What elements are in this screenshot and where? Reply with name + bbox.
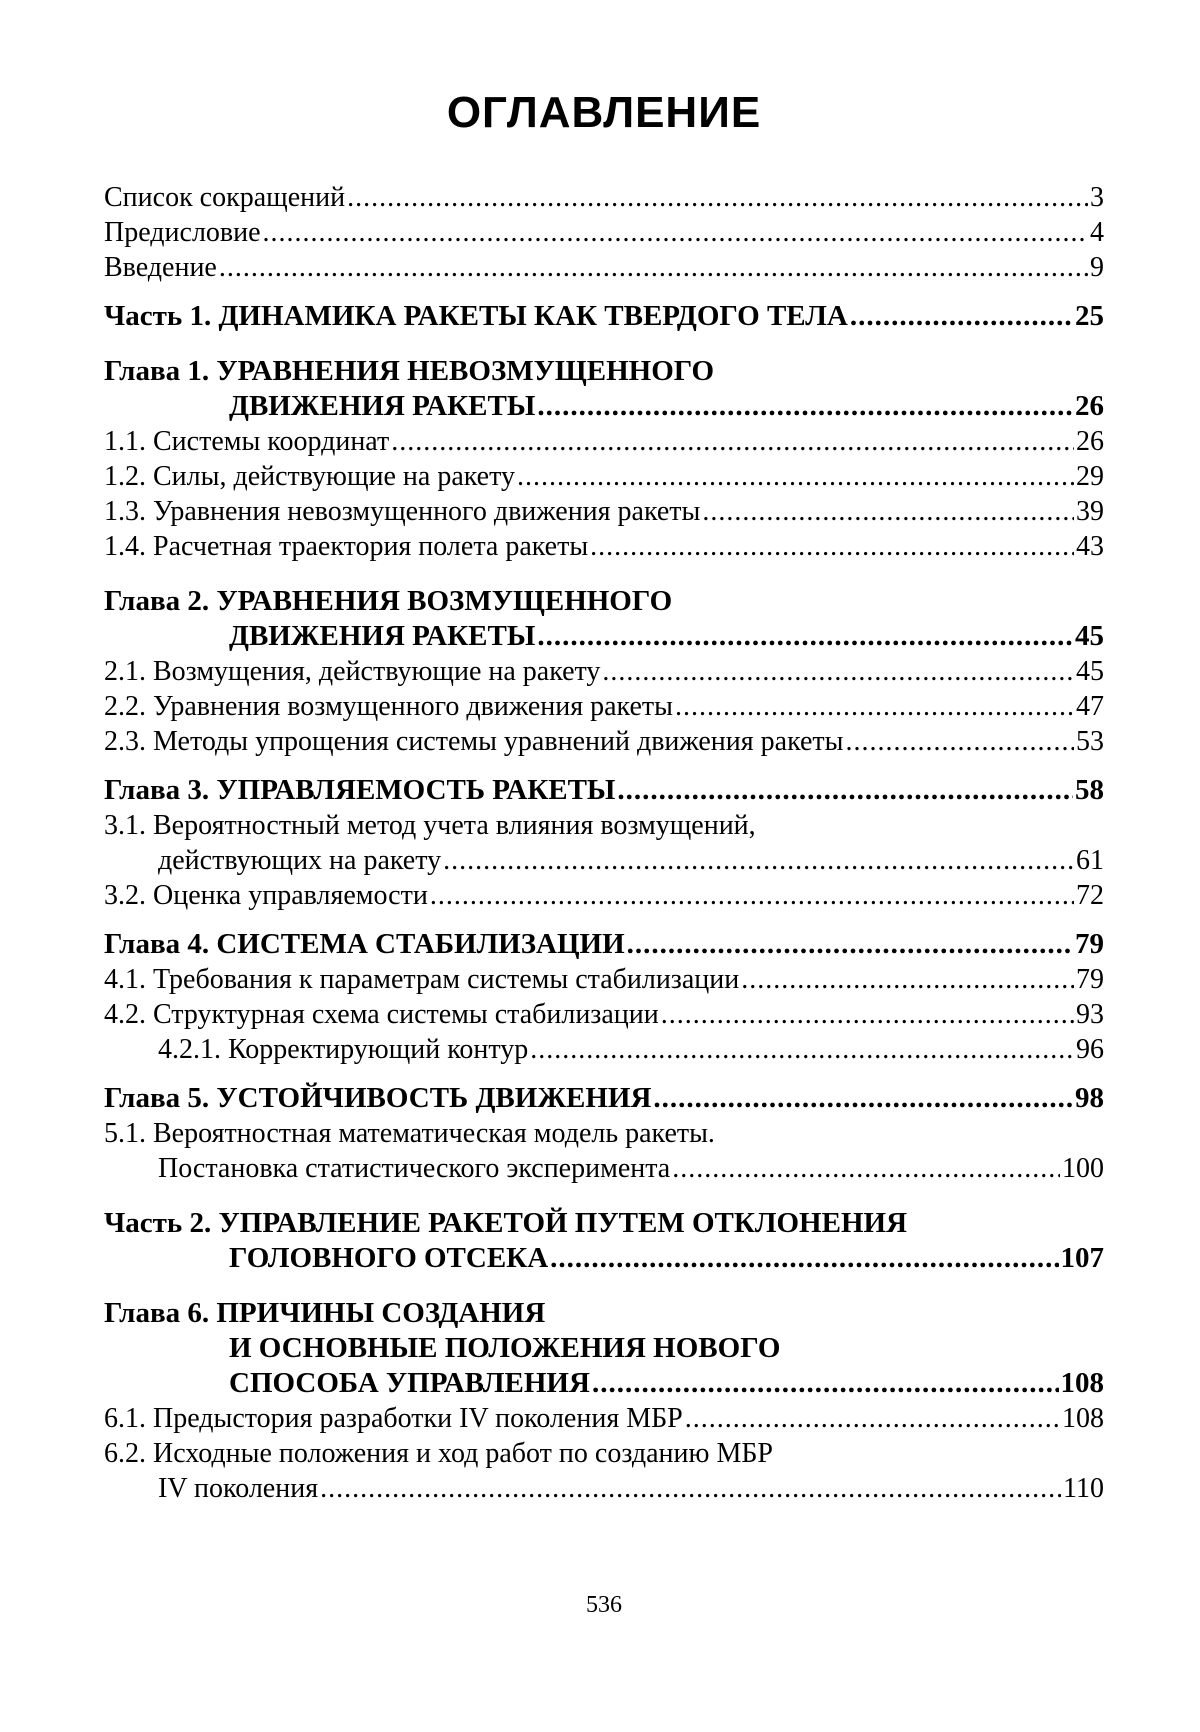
toc-chapter-heading [104,584,1104,619]
toc-chapter-entry [104,619,1104,654]
toc-part-entry [104,1241,1104,1276]
leader-dots [347,180,1088,215]
toc-entry-title: 4.2. Структурная схема системы стабилизации [104,999,659,1030]
toc-entry-title: Часть 1. ДИНАМИКА РАКЕТЫ КАК ТВЕРДОГО ТЕЛА [104,300,848,332]
toc-chapter-entry [104,1366,1104,1401]
toc-entry-title: Глава 5. УСТОЙЧИВОСТЬ ДВИЖЕНИЯ [104,1082,652,1114]
toc-chapter-entry [104,389,1104,424]
toc-chapter-entry [104,927,1104,962]
toc-part-heading [104,1206,1104,1241]
toc-entry-page: 53 [1076,726,1104,757]
toc-entry-title: 3.1. Вероятностный метод учета влияния возмущений, [104,810,756,841]
toc-entry-page: 96 [1076,1034,1104,1065]
toc-section-entry [104,1151,1104,1186]
toc-subsection-entry [104,1032,1104,1067]
toc-entry-title: 4.1. Требования к параметрам системы стабилизации [104,964,740,995]
page-number: 536 [586,1592,622,1618]
toc-entry-page: 107 [1060,1242,1104,1274]
toc-section-entry [104,529,1104,564]
leader-dots [653,1081,1073,1116]
toc-entry-page: 72 [1076,880,1104,911]
toc-entry-title: 1.3. Уравнения невозмущенного движения ракеты [104,496,701,527]
leader-dots [627,927,1073,962]
toc-chapter-entry [104,1081,1104,1116]
toc-entry-page: 110 [1063,1473,1104,1504]
page-title: ОГЛАВЛЕНИЕ [446,88,762,137]
leader-dots [675,689,1074,724]
leader-dots [661,997,1074,1032]
toc-entry-page: 26 [1076,426,1104,457]
toc-entry-page: 93 [1076,999,1104,1030]
toc-entry-title: Предисловие [104,217,261,248]
leader-dots [430,878,1074,913]
toc-entry-page: 45 [1076,656,1104,687]
toc-entry-page: 25 [1075,300,1104,332]
toc-chapter-heading-cont [104,1331,1104,1366]
toc-entry-title: 2.2. Уравнения возмущенного движения ракеты [104,691,673,722]
leader-dots [443,843,1074,878]
toc-chapter-heading [104,354,1104,389]
leader-dots [845,724,1074,759]
toc-entry-page: 3 [1090,182,1104,213]
toc-entry-title: Глава 6. ПРИЧИНЫ СОЗДАНИЯ [104,1297,546,1329]
toc-section-entry [104,962,1104,997]
toc-entry-title: 1.2. Силы, действующие на ракету [104,461,515,492]
toc-section-entry [104,724,1104,759]
leader-dots [592,1366,1059,1401]
toc-entry-page: 61 [1076,845,1104,876]
toc-section-heading [104,1116,1104,1151]
toc-entry-page: 43 [1076,531,1104,562]
toc-entry-title-cont: действующих на ракету [158,845,442,876]
leader-dots [263,215,1088,250]
leader-dots [530,1032,1074,1067]
toc-entry-page: 45 [1075,620,1104,652]
toc-entry-title: Список сокращений [104,182,346,213]
toc-entry-title: Глава 4. СИСТЕМА СТАБИЛИЗАЦИИ [104,928,625,960]
toc-section-entry [104,1401,1104,1436]
toc-section-entry [104,424,1104,459]
toc-entry-title-cont: IV поколения [158,1473,319,1504]
toc-chapter-heading [104,1296,1104,1331]
leader-dots [590,529,1074,564]
leader-dots [391,424,1074,459]
toc-entry-page: 29 [1076,461,1104,492]
leader-dots [741,962,1074,997]
toc-section-entry [104,494,1104,529]
toc-entry-title: 3.2. Оценка управляемости [104,880,428,911]
leader-dots [550,1241,1058,1276]
toc-entry-title: Часть 2. УПРАВЛЕНИЕ РАКЕТОЙ ПУТЕМ ОТКЛОНЕНИЯ [104,1207,908,1239]
toc-entry-page: 4 [1090,217,1104,248]
toc-section-entry [104,654,1104,689]
toc-entry-title: Глава 2. УРАВНЕНИЯ ВОЗМУЩЕННОГО [104,585,673,617]
toc-entry-page: 39 [1076,496,1104,527]
leader-dots [219,250,1088,285]
leader-dots [537,389,1073,424]
toc-section-entry [104,459,1104,494]
toc-entry-title-cont: ДВИЖЕНИЯ РАКЕТЫ [229,390,536,422]
toc-entry [104,180,1104,215]
toc-section-entry [104,997,1104,1032]
leader-dots [602,654,1074,689]
toc-entry-page: 79 [1076,964,1104,995]
leader-dots [672,1151,1060,1186]
toc-part-entry [104,299,1104,334]
leader-dots [850,299,1073,334]
leader-dots [537,619,1073,654]
leader-dots [685,1401,1060,1436]
toc-entry-page: 9 [1090,252,1104,283]
toc-chapter-entry [104,773,1104,808]
toc-section-heading [104,1436,1104,1471]
table-of-contents [104,180,1104,1506]
toc-entry-page: 58 [1075,774,1104,806]
toc-section-entry [104,843,1104,878]
toc-entry-title: 6.1. Предыстория разработки IV поколения МБР [104,1403,683,1434]
toc-entry-title-cont: СПОСОБА УПРАВЛЕНИЯ [229,1367,590,1399]
toc-entry-page: 100 [1062,1153,1104,1184]
toc-entry [104,215,1104,250]
toc-entry-title-cont: И ОСНОВНЫЕ ПОЛОЖЕНИЯ НОВОГО [229,1332,781,1364]
toc-entry-title: 2.3. Методы упрощения системы уравнений движения ракеты [104,726,844,757]
toc-entry-title: Глава 3. УПРАВЛЯЕМОСТЬ РАКЕТЫ [104,774,616,806]
toc-section-entry [104,1471,1104,1506]
toc-entry [104,250,1104,285]
leader-dots [617,773,1073,808]
toc-entry-title: 1.1. Системы координат [104,426,390,457]
toc-entry-page: 47 [1076,691,1104,722]
toc-entry-title: 1.4. Расчетная траектория полета ракеты [104,531,589,562]
toc-entry-page: 108 [1062,1403,1104,1434]
toc-section-entry [104,878,1104,913]
toc-entry-title: 2.1. Возмущения, действующие на ракету [104,656,601,687]
toc-entry-page: 26 [1075,390,1104,422]
leader-dots [517,459,1074,494]
toc-section-heading [104,808,1104,843]
toc-entry-title: Глава 1. УРАВНЕНИЯ НЕВОЗМУЩЕННОГО [104,355,715,387]
toc-entry-title-cont: Постановка статистического эксперимента [158,1153,671,1184]
toc-entry-title: 4.2.1. Корректирующий контур [158,1034,529,1065]
toc-entry-title-cont: ГОЛОВНОГО ОТСЕКА [229,1242,549,1274]
toc-entry-page: 79 [1075,928,1104,960]
toc-entry-title-cont: ДВИЖЕНИЯ РАКЕТЫ [229,620,536,652]
leader-dots [320,1471,1061,1506]
toc-entry-page: 108 [1060,1367,1104,1399]
leader-dots [702,494,1074,529]
toc-entry-title: 5.1. Вероятностная математическая модель ракеты. [104,1118,715,1149]
toc-entry-title: Введение [104,252,217,283]
toc-entry-page: 98 [1075,1082,1104,1114]
toc-entry-title: 6.2. Исходные положения и ход работ по созданию МБР [104,1438,773,1469]
toc-section-entry [104,689,1104,724]
